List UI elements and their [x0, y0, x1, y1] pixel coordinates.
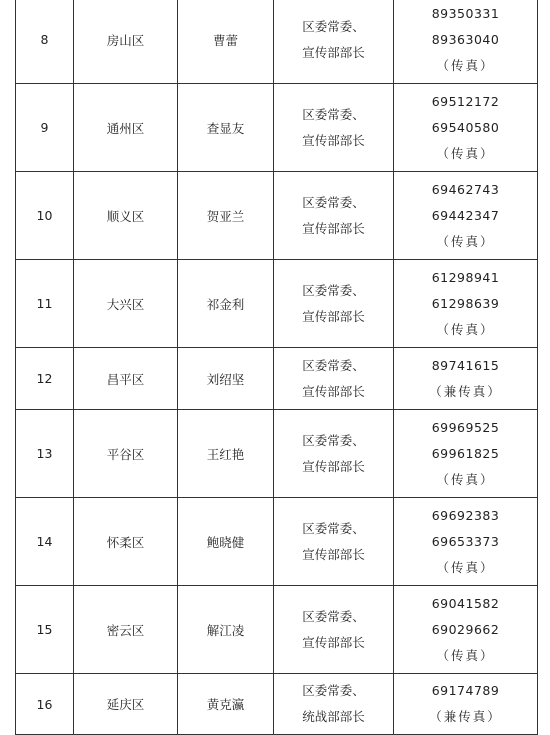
- table-row: [16, 674, 538, 735]
- phone-cell: [394, 674, 538, 735]
- district-cell: 怀柔区: [74, 498, 178, 586]
- phone-number: 89350331: [431, 5, 500, 21]
- phone-cell: [394, 348, 538, 410]
- contact-table: [15, 0, 538, 735]
- phone-cell: [394, 586, 538, 674]
- row-number: 14: [16, 498, 74, 586]
- title-line: 区委常委、: [302, 194, 365, 210]
- title-line: 统战部部长: [302, 709, 365, 724]
- title-cell: [274, 498, 394, 586]
- name-cell: 祁金利: [178, 260, 274, 348]
- title-cell: [274, 348, 394, 410]
- row-number: 16: [16, 674, 74, 735]
- title-line: 区委常委、: [302, 357, 365, 373]
- row-number: 10: [16, 172, 74, 260]
- title-cell: [274, 0, 394, 84]
- district-cell: 密云区: [74, 586, 178, 674]
- phone-number: 69041582: [431, 595, 500, 611]
- title-line: 宣传部部长: [302, 220, 365, 236]
- table-row: [16, 586, 538, 674]
- title-line: 宣传部部长: [302, 308, 365, 324]
- title-line: 区委常委、: [302, 608, 365, 624]
- title-line: 宣传部部长: [302, 132, 365, 148]
- table-row: [16, 172, 538, 260]
- table-row: [16, 348, 538, 410]
- title-cell: [274, 172, 394, 260]
- name-cell: 贺亚兰: [178, 172, 274, 260]
- table-row: [16, 0, 538, 84]
- fax-note: （传真）: [436, 647, 495, 663]
- name-cell: 鲍晓健: [178, 498, 274, 586]
- title-line: 宣传部部长: [302, 44, 365, 60]
- title-line: 宣传部部长: [302, 634, 365, 650]
- phone-number: 69029662: [431, 621, 500, 637]
- table-row: [16, 498, 538, 586]
- phone-number: 69540580: [431, 119, 500, 135]
- phone-number: 69512172: [431, 93, 500, 109]
- row-number: 9: [16, 84, 74, 172]
- fax-note: （传真）: [436, 471, 495, 487]
- name-cell: 曹蕾: [178, 0, 274, 84]
- row-number: 13: [16, 410, 74, 498]
- title-line: 宣传部部长: [302, 546, 365, 562]
- title-line: 区委常委、: [302, 683, 365, 698]
- fax-note: （兼传真）: [429, 709, 502, 724]
- title-line: 区委常委、: [302, 432, 365, 448]
- title-cell: [274, 260, 394, 348]
- phone-number: 61298941: [431, 269, 500, 285]
- district-cell: 平谷区: [74, 410, 178, 498]
- phone-number: 61298639: [431, 295, 500, 311]
- phone-cell: [394, 498, 538, 586]
- phone-number: 69653373: [431, 533, 500, 549]
- district-cell: 房山区: [74, 0, 178, 84]
- title-line: 区委常委、: [302, 282, 365, 298]
- title-line: 宣传部部长: [302, 458, 365, 474]
- name-cell: 黄克瀛: [178, 674, 274, 735]
- row-number: 15: [16, 586, 74, 674]
- title-line: 宣传部部长: [302, 383, 365, 399]
- fax-note: （传真）: [436, 57, 495, 73]
- phone-number: 89363040: [431, 31, 500, 47]
- row-number: 11: [16, 260, 74, 348]
- phone-number: 69692383: [431, 507, 500, 523]
- fax-note: （传真）: [436, 145, 495, 161]
- phone-cell: [394, 172, 538, 260]
- title-cell: [274, 84, 394, 172]
- title-cell: [274, 674, 394, 735]
- phone-number: 69442347: [431, 207, 500, 223]
- fax-note: （传真）: [436, 233, 495, 249]
- district-cell: 延庆区: [74, 674, 178, 735]
- district-cell: 大兴区: [74, 260, 178, 348]
- phone-number: 89741615: [431, 357, 500, 373]
- phone-number: 69174789: [431, 683, 500, 698]
- phone-number: 69961825: [431, 445, 500, 461]
- fax-note: （传真）: [436, 321, 495, 337]
- title-line: 区委常委、: [302, 106, 365, 122]
- district-cell: 顺义区: [74, 172, 178, 260]
- name-cell: 刘绍坚: [178, 348, 274, 410]
- table-row: [16, 84, 538, 172]
- title-cell: [274, 410, 394, 498]
- fax-note: （兼传真）: [429, 383, 502, 399]
- phone-cell: [394, 260, 538, 348]
- fax-note: （传真）: [436, 559, 495, 575]
- name-cell: 解江凌: [178, 586, 274, 674]
- phone-number: 69969525: [431, 419, 500, 435]
- table-row: [16, 410, 538, 498]
- phone-cell: [394, 410, 538, 498]
- row-number: 8: [16, 0, 74, 84]
- district-cell: 昌平区: [74, 348, 178, 410]
- phone-number: 69462743: [431, 181, 500, 197]
- row-number: 12: [16, 348, 74, 410]
- phone-cell: [394, 0, 538, 84]
- title-cell: [274, 586, 394, 674]
- table-row: [16, 260, 538, 348]
- title-line: 区委常委、: [302, 520, 365, 536]
- district-cell: 通州区: [74, 84, 178, 172]
- title-line: 区委常委、: [302, 18, 365, 34]
- name-cell: 王红艳: [178, 410, 274, 498]
- name-cell: 查显友: [178, 84, 274, 172]
- phone-cell: [394, 84, 538, 172]
